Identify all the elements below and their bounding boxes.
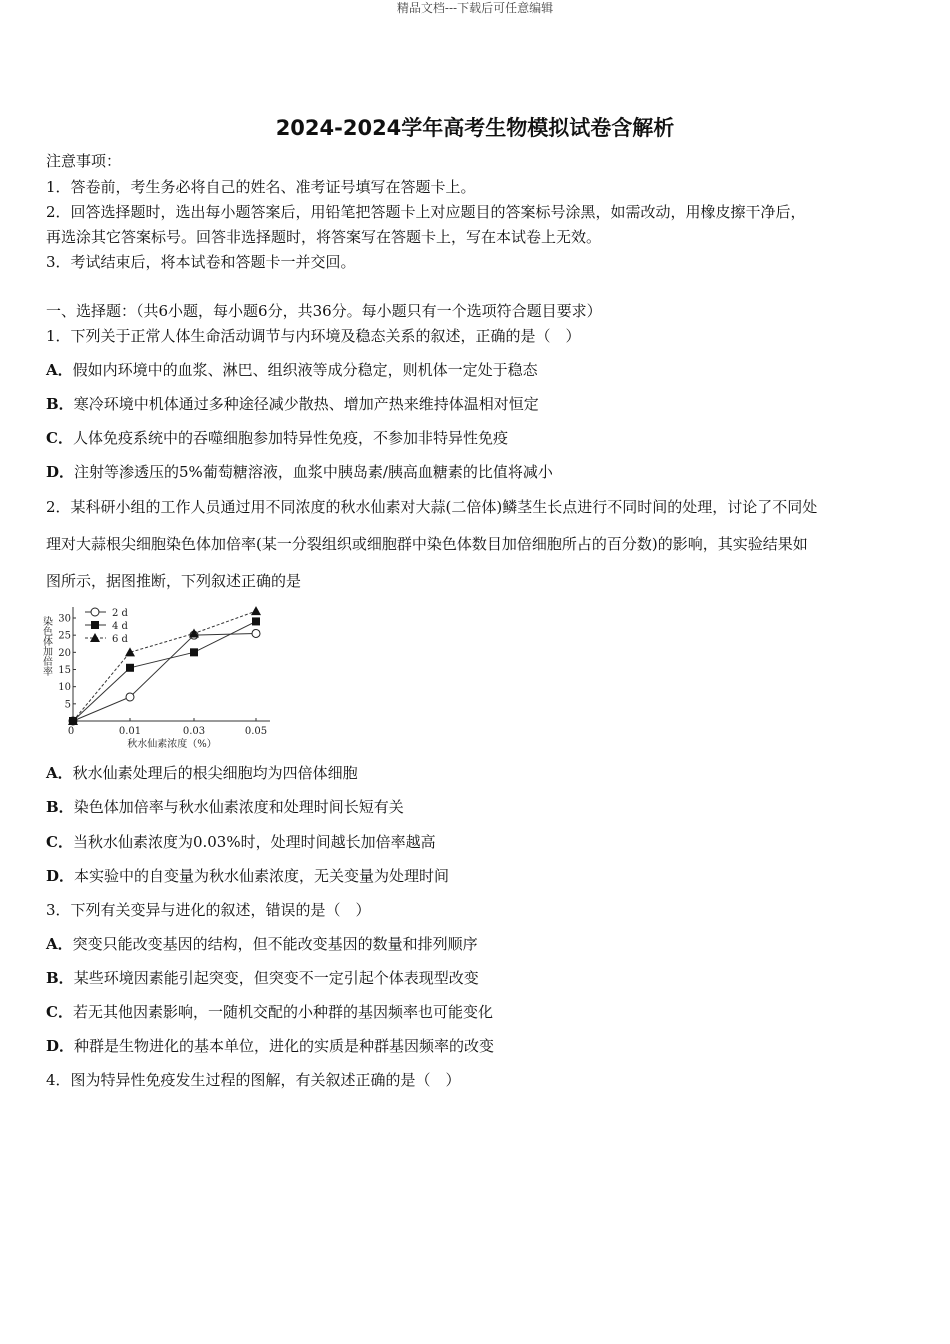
legend-label: 4 d bbox=[112, 621, 128, 632]
y-axis-label: 染色体加倍率 bbox=[40, 616, 52, 676]
q1-option-a bbox=[46, 360, 538, 380]
question-2-stem: 2．某科研小组的工作人员通过用不同浓度的秋水仙素对大蒜(二倍体)鳞茎生长点进行不同时间的处理，讨论了不同处 bbox=[46, 498, 818, 516]
data-point-circle bbox=[126, 693, 134, 701]
q1-option-d bbox=[46, 462, 553, 482]
q2-option-b bbox=[46, 797, 404, 817]
section-heading: 一、选择题：（共6小题，每小题6分，共36分。每小题只有一个选项符合题目要求） bbox=[46, 302, 602, 320]
series-line bbox=[73, 633, 256, 721]
notice-item: 1．答卷前，考生务必将自己的姓名、准考证号填写在答题卡上。 bbox=[46, 178, 476, 196]
option-text: 若无其他因素影响，一随机交配的小种群的基因频率也可能变化 bbox=[72, 1003, 493, 1021]
option-text: 种群是生物进化的基本单位，进化的实质是种群基因频率的改变 bbox=[74, 1037, 495, 1055]
legend-label: 6 d bbox=[112, 634, 128, 645]
question-2-stem: 图所示，据图推断，下列叙述正确的是 bbox=[46, 572, 302, 590]
notice-item: 3．考试结束后，将本试卷和答题卡一并交回。 bbox=[46, 253, 356, 271]
option-text: 突变只能改变基因的结构，但不能改变基因的数量和排列顺序 bbox=[72, 935, 478, 953]
data-point-square bbox=[190, 648, 198, 656]
option-label: A． bbox=[46, 764, 73, 782]
x-axis-label: 秋水仙素浓度（%） bbox=[127, 739, 217, 750]
x-tick-label: 0.05 bbox=[244, 726, 268, 737]
y-tick-label: 25 bbox=[58, 630, 71, 642]
q1-option-c bbox=[46, 428, 508, 448]
q3-option-b bbox=[46, 968, 479, 988]
q1-option-b bbox=[46, 394, 539, 414]
data-point-triangle bbox=[251, 606, 261, 615]
x-tick-label: 0.03 bbox=[182, 726, 206, 737]
option-text: 人体免疫系统中的吞噬细胞参加特异性免疫，不参加非特异性免疫 bbox=[72, 429, 508, 447]
chromosome-doubling-chart bbox=[40, 602, 290, 754]
option-label: C． bbox=[46, 833, 73, 851]
question-1-stem: 1．下列关于正常人体生命活动调节与内环境及稳态关系的叙述，正确的是（ ） bbox=[46, 327, 581, 345]
q3-option-d bbox=[46, 1036, 494, 1056]
data-point-square bbox=[126, 664, 134, 672]
option-label: A． bbox=[46, 935, 73, 953]
option-label: B． bbox=[46, 395, 74, 413]
option-label: D． bbox=[46, 867, 75, 885]
data-point-square bbox=[252, 617, 260, 625]
option-text: 当秋水仙素浓度为0.03%时，处理时间越长加倍率越高 bbox=[72, 833, 436, 851]
q3-option-c bbox=[46, 1002, 493, 1022]
option-label: C． bbox=[46, 1003, 73, 1021]
legend-marker bbox=[91, 608, 99, 616]
option-text: 秋水仙素处理后的根尖细胞均为四倍体细胞 bbox=[72, 764, 358, 782]
option-text: 寒冷环境中机体通过多种途径减少散热、增加产热来维持体温相对恒定 bbox=[73, 395, 539, 413]
q2-option-a bbox=[46, 763, 358, 783]
y-tick-label: 10 bbox=[58, 682, 71, 694]
series-line bbox=[73, 621, 256, 721]
q2-option-d bbox=[46, 866, 449, 886]
question-2-stem: 理对大蒜根尖细胞染色体加倍率(某一分裂组织或细胞群中染色体数目加倍细胞所占的百分数)的影响，其实验结果如 bbox=[46, 535, 808, 553]
notice-heading: 注意事项： bbox=[46, 152, 122, 170]
option-label: A． bbox=[46, 361, 73, 379]
option-label: C． bbox=[46, 429, 73, 447]
option-text: 本实验中的自变量为秋水仙素浓度，无关变量为处理时间 bbox=[74, 867, 450, 885]
option-text: 注射等渗透压的5%葡萄糖溶液，血浆中胰岛素/胰高血糖素的比值将减小 bbox=[74, 463, 553, 481]
q3-option-a bbox=[46, 934, 478, 954]
option-label: D． bbox=[46, 463, 75, 481]
q2-option-c bbox=[46, 832, 436, 852]
option-text: 某些环境因素能引起突变，但突变不一定引起个体表现型改变 bbox=[73, 969, 479, 987]
option-text: 假如内环境中的血浆、淋巴、组织液等成分稳定，则机体一定处于稳态 bbox=[72, 361, 538, 379]
notice-item: 再选涂其它答案标号。回答非选择题时，将答案写在答题卡上，写在本试卷上无效。 bbox=[46, 228, 602, 246]
option-label: B． bbox=[46, 798, 74, 816]
y-tick-label: 30 bbox=[58, 613, 71, 625]
option-text: 染色体加倍率与秋水仙素浓度和处理时间长短有关 bbox=[73, 798, 404, 816]
notice-item: 2．回答选择题时，选出每小题答案后，用铅笔把答题卡上对应题目的答案标号涂黑，如需改动，用橡皮擦干净后， bbox=[46, 203, 806, 221]
x-tick-label: 0 bbox=[67, 726, 75, 737]
data-point-circle bbox=[252, 629, 260, 637]
page-header: 精品文档---下载后可任意编辑 bbox=[396, 1, 554, 15]
option-label: B． bbox=[46, 969, 74, 987]
data-point-triangle bbox=[125, 647, 135, 656]
option-label: D． bbox=[46, 1037, 75, 1055]
question-3-stem: 3．下列有关变异与进化的叙述，错误的是（ ） bbox=[46, 901, 371, 919]
y-tick-label: 5 bbox=[64, 699, 71, 711]
y-tick-label: 15 bbox=[58, 665, 71, 676]
legend-marker bbox=[91, 621, 99, 629]
page-title: 2024-2024学年高考生物模拟试卷含解析 bbox=[275, 116, 675, 140]
y-tick-label: 20 bbox=[58, 647, 71, 659]
legend-label: 2 d bbox=[112, 608, 128, 619]
x-tick-label: 0.01 bbox=[118, 726, 142, 737]
series-line bbox=[73, 611, 256, 721]
question-4-stem: 4．图为特异性免疫发生过程的图解，有关叙述正确的是（ ） bbox=[46, 1071, 461, 1089]
